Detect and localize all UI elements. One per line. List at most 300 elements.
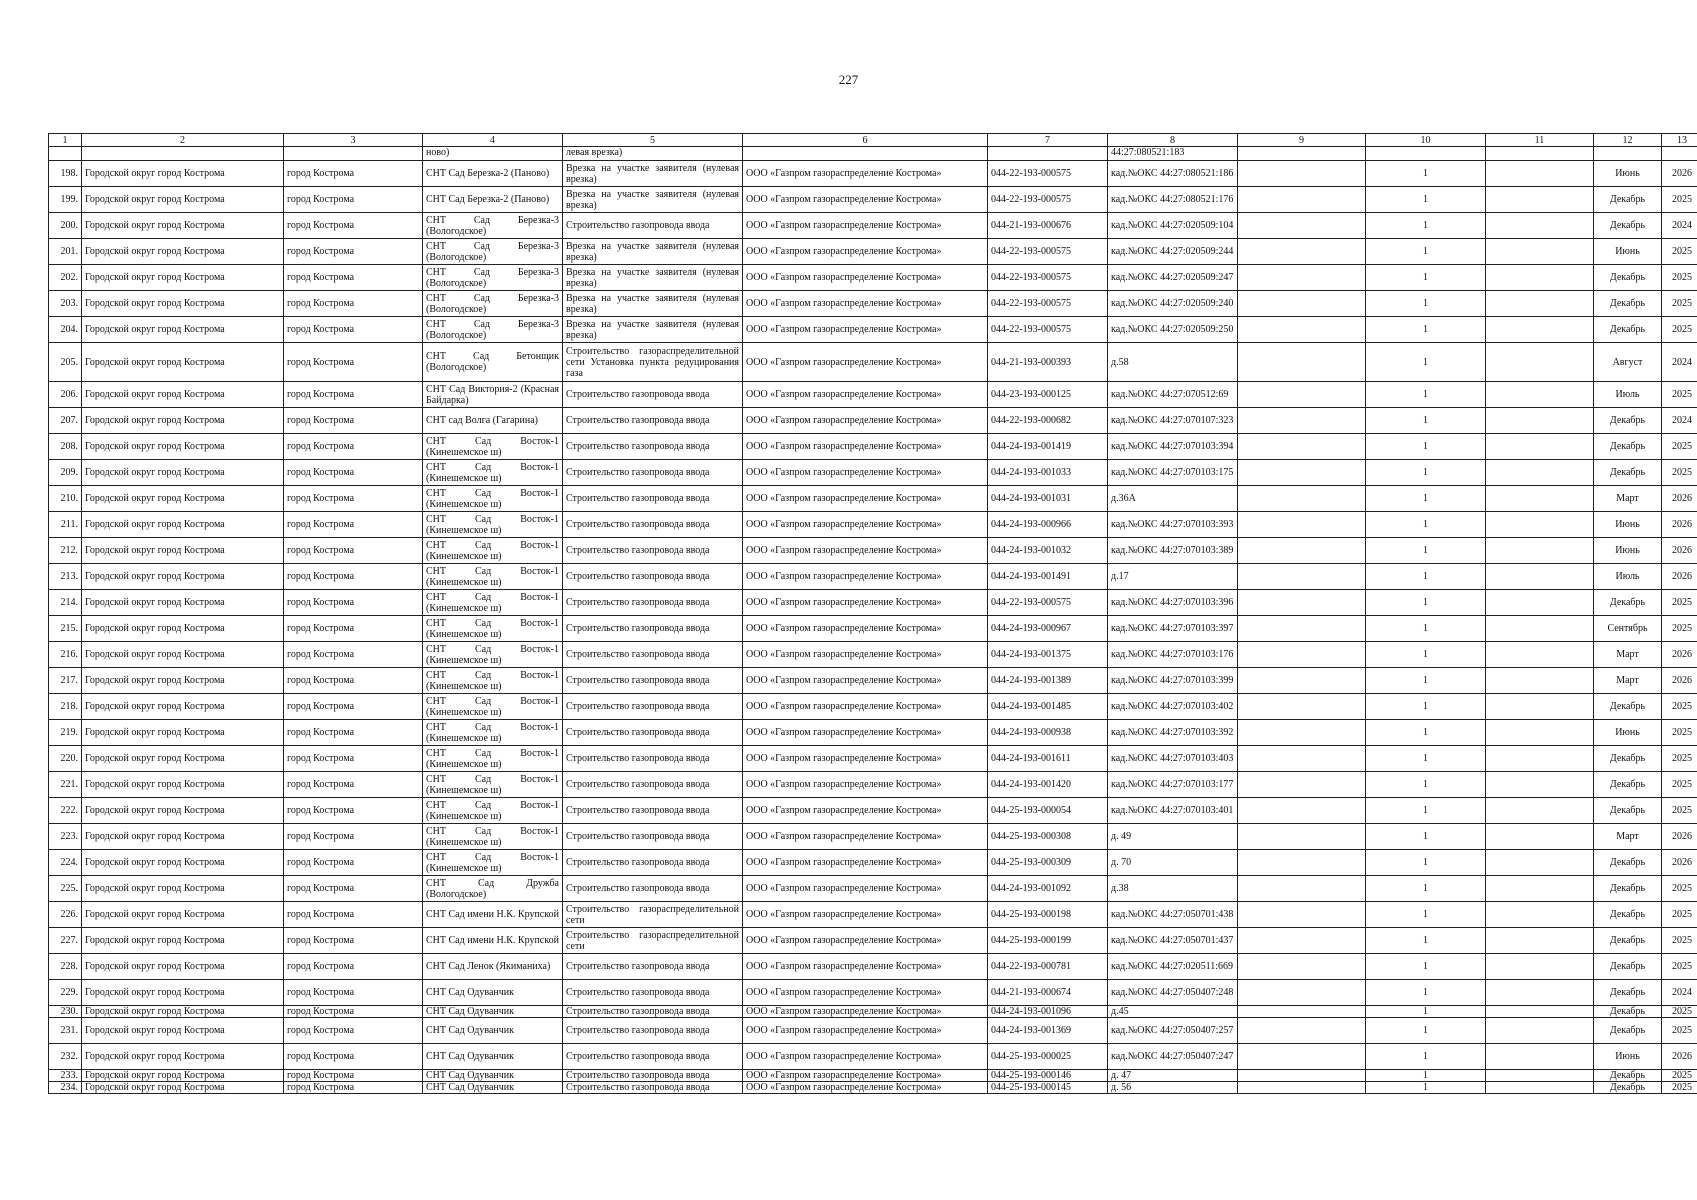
settlement-cell: город Кострома [284, 239, 423, 265]
column-9-cell [1238, 954, 1366, 980]
quantity-cell: 1 [1366, 538, 1486, 564]
settlement-cell: город Кострома [284, 746, 423, 772]
column-11-cell [1486, 694, 1594, 720]
year-cell: 2025 [1662, 746, 1697, 772]
row-number-cell: 208. [49, 434, 82, 460]
row-number-cell: 223. [49, 824, 82, 850]
settlement-cell: город Кострома [284, 213, 423, 239]
municipality-cell: Городской округ город Кострома [82, 486, 284, 512]
contract-number-cell: 044-24-193-000967 [988, 616, 1108, 642]
work-type-cell: Строительство газопровода ввода [563, 980, 743, 1006]
row-number-cell: 199. [49, 187, 82, 213]
column-9-cell [1238, 824, 1366, 850]
work-type-cell: Строительство газораспределительной сети [563, 902, 743, 928]
cadastral-number-cell: кад.№ОКС 44:27:070103:396 [1108, 590, 1238, 616]
location-cell: СНТ Сад Восток-1 (Кинешемское ш) [423, 616, 563, 642]
cadastral-number-cell: кад.№ОКС 44:27:050701:438 [1108, 902, 1238, 928]
settlement-cell: город Кострома [284, 434, 423, 460]
quantity-cell: 1 [1366, 239, 1486, 265]
table-row [49, 538, 1697, 564]
column-number-3: 3 [284, 134, 423, 147]
month-cell: Декабрь [1594, 746, 1662, 772]
table-row [49, 824, 1697, 850]
municipality-cell: Городской округ город Кострома [82, 720, 284, 746]
table-row [49, 1018, 1697, 1044]
column-9-cell [1238, 616, 1366, 642]
settlement-cell: город Кострома [284, 668, 423, 694]
cadastral-number-cell: кад.№ОКС 44:27:070103:175 [1108, 460, 1238, 486]
work-type-cell: Строительство газораспределительной сети Установка пункта редуцирования газа [563, 343, 743, 382]
month-cell: Декабрь [1594, 590, 1662, 616]
municipality-cell: Городской округ город Кострома [82, 798, 284, 824]
location-cell: СНТ Сад Одуванчик [423, 1006, 563, 1018]
location-cell: СНТ Сад Березка-3 (Вологодское) [423, 317, 563, 343]
row-number-cell: 210. [49, 486, 82, 512]
table-row [49, 265, 1697, 291]
settlement-cell: город Кострома [284, 564, 423, 590]
column-number-7: 7 [988, 134, 1108, 147]
location-cell: СНТ Сад Восток-1 (Кинешемское ш) [423, 538, 563, 564]
cadastral-number-cell: кад.№ОКС 44:27:050407:257 [1108, 1018, 1238, 1044]
month-cell: Июнь [1594, 538, 1662, 564]
municipality-cell: Городской округ город Кострома [82, 343, 284, 382]
year-cell: 2026 [1662, 486, 1697, 512]
table-row [49, 187, 1697, 213]
table-row [49, 798, 1697, 824]
organization-cell: ООО «Газпром газораспределение Кострома» [743, 460, 988, 486]
contract-number-cell: 044-22-193-000781 [988, 954, 1108, 980]
contract-number-cell: 044-25-193-000025 [988, 1044, 1108, 1070]
column-number-8: 8 [1108, 134, 1238, 147]
year-cell: 2025 [1662, 798, 1697, 824]
continuation-cadastre: 44:27:080521:183 [1108, 147, 1238, 161]
organization-cell: ООО «Газпром газораспределение Кострома» [743, 642, 988, 668]
organization-cell: ООО «Газпром газораспределение Кострома» [743, 1006, 988, 1018]
quantity-cell: 1 [1366, 1070, 1486, 1082]
municipality-cell: Городской округ город Кострома [82, 642, 284, 668]
contract-number-cell: 044-24-193-001033 [988, 460, 1108, 486]
contract-number-cell: 044-24-193-001491 [988, 564, 1108, 590]
table-row [49, 642, 1697, 668]
continuation-row [49, 147, 1697, 161]
column-9-cell [1238, 1044, 1366, 1070]
table-row [49, 616, 1697, 642]
row-number-cell: 233. [49, 1070, 82, 1082]
organization-cell: ООО «Газпром газораспределение Кострома» [743, 317, 988, 343]
cadastral-number-cell: кад.№ОКС 44:27:020509:250 [1108, 317, 1238, 343]
settlement-cell: город Кострома [284, 902, 423, 928]
year-cell: 2025 [1662, 876, 1697, 902]
column-11-cell [1486, 954, 1594, 980]
quantity-cell: 1 [1366, 408, 1486, 434]
cadastral-number-cell: кад.№ОКС 44:27:070103:177 [1108, 772, 1238, 798]
location-cell: СНТ Сад Восток-1 (Кинешемское ш) [423, 590, 563, 616]
location-cell: СНТ Сад Ленок (Якиманиха) [423, 954, 563, 980]
municipality-cell: Городской округ город Кострома [82, 1006, 284, 1018]
location-cell: СНТ Сад Восток-1 (Кинешемское ш) [423, 772, 563, 798]
column-11-cell [1486, 1070, 1594, 1082]
row-number-cell: 209. [49, 460, 82, 486]
municipality-cell: Городской округ город Кострома [82, 1082, 284, 1094]
month-cell: Июнь [1594, 239, 1662, 265]
month-cell: Декабрь [1594, 265, 1662, 291]
contract-number-cell: 044-25-193-000308 [988, 824, 1108, 850]
organization-cell: ООО «Газпром газораспределение Кострома» [743, 213, 988, 239]
table-row [49, 408, 1697, 434]
month-cell: Декабрь [1594, 772, 1662, 798]
organization-cell: ООО «Газпром газораспределение Кострома» [743, 512, 988, 538]
settlement-cell: город Кострома [284, 772, 423, 798]
quantity-cell: 1 [1366, 694, 1486, 720]
month-cell: Декабрь [1594, 850, 1662, 876]
column-9-cell [1238, 668, 1366, 694]
column-9-cell [1238, 239, 1366, 265]
location-cell: СНТ Сад имени Н.К. Крупской [423, 902, 563, 928]
month-cell: Декабрь [1594, 928, 1662, 954]
table-row [49, 343, 1697, 382]
cadastral-number-cell: д. 47 [1108, 1070, 1238, 1082]
location-cell: СНТ Сад Одуванчик [423, 980, 563, 1006]
organization-cell: ООО «Газпром газораспределение Кострома» [743, 772, 988, 798]
column-9-cell [1238, 317, 1366, 343]
row-number-cell: 211. [49, 512, 82, 538]
settlement-cell: город Кострома [284, 824, 423, 850]
quantity-cell: 1 [1366, 798, 1486, 824]
cadastral-number-cell: кад.№ОКС 44:27:070103:176 [1108, 642, 1238, 668]
location-cell: СНТ Сад Бетонщик (Вологодское) [423, 343, 563, 382]
table-row [49, 902, 1697, 928]
column-9-cell [1238, 460, 1366, 486]
column-11-cell [1486, 590, 1594, 616]
work-type-cell: Строительство газопровода ввода [563, 408, 743, 434]
contract-number-cell: 044-25-193-000054 [988, 798, 1108, 824]
row-number-cell: 207. [49, 408, 82, 434]
contract-number-cell: 044-21-193-000676 [988, 213, 1108, 239]
work-type-cell: Строительство газопровода ввода [563, 538, 743, 564]
column-number-13: 13 [1662, 134, 1697, 147]
cadastral-number-cell: кад.№ОКС 44:27:070107:323 [1108, 408, 1238, 434]
quantity-cell: 1 [1366, 343, 1486, 382]
year-cell: 2025 [1662, 460, 1697, 486]
month-cell: Декабрь [1594, 694, 1662, 720]
column-11-cell [1486, 460, 1594, 486]
settlement-cell: город Кострома [284, 265, 423, 291]
settlement-cell: город Кострома [284, 343, 423, 382]
contract-number-cell: 044-24-193-001096 [988, 1006, 1108, 1018]
organization-cell: ООО «Газпром газораспределение Кострома» [743, 694, 988, 720]
municipality-cell: Городской округ город Кострома [82, 161, 284, 187]
contract-number-cell: 044-25-193-000146 [988, 1070, 1108, 1082]
quantity-cell: 1 [1366, 161, 1486, 187]
municipality-cell: Городской округ город Кострома [82, 317, 284, 343]
cadastral-number-cell: д. 49 [1108, 824, 1238, 850]
contract-number-cell: 044-25-193-000198 [988, 902, 1108, 928]
row-number-cell: 213. [49, 564, 82, 590]
column-9-cell [1238, 642, 1366, 668]
municipality-cell: Городской округ город Кострома [82, 902, 284, 928]
organization-cell: ООО «Газпром газораспределение Кострома» [743, 187, 988, 213]
contract-number-cell: 044-22-193-000575 [988, 265, 1108, 291]
settlement-cell: город Кострома [284, 382, 423, 408]
quantity-cell: 1 [1366, 213, 1486, 239]
year-cell: 2025 [1662, 1006, 1697, 1018]
settlement-cell: город Кострома [284, 720, 423, 746]
municipality-cell: Городской округ город Кострома [82, 538, 284, 564]
quantity-cell: 1 [1366, 824, 1486, 850]
column-9-cell [1238, 564, 1366, 590]
column-9-cell [1238, 187, 1366, 213]
month-cell: Декабрь [1594, 876, 1662, 902]
column-9-cell [1238, 694, 1366, 720]
organization-cell: ООО «Газпром газораспределение Кострома» [743, 616, 988, 642]
year-cell: 2026 [1662, 668, 1697, 694]
cadastral-number-cell: кад.№ОКС 44:27:020509:104 [1108, 213, 1238, 239]
cadastral-number-cell: кад.№ОКС 44:27:070103:394 [1108, 434, 1238, 460]
work-type-cell: Врезка на участке заявителя (нулевая врезка) [563, 291, 743, 317]
work-type-cell: Строительство газопровода ввода [563, 213, 743, 239]
organization-cell: ООО «Газпром газораспределение Кострома» [743, 486, 988, 512]
work-type-cell: Строительство газопровода ввода [563, 382, 743, 408]
row-number-cell: 198. [49, 161, 82, 187]
table-row [49, 720, 1697, 746]
column-9-cell [1238, 798, 1366, 824]
municipality-cell: Городской округ город Кострома [82, 954, 284, 980]
municipality-cell: Городской округ город Кострома [82, 980, 284, 1006]
column-11-cell [1486, 720, 1594, 746]
column-11-cell [1486, 850, 1594, 876]
work-type-cell: Строительство газопровода ввода [563, 1018, 743, 1044]
quantity-cell: 1 [1366, 876, 1486, 902]
contract-number-cell: 044-22-193-000575 [988, 291, 1108, 317]
quantity-cell: 1 [1366, 382, 1486, 408]
quantity-cell: 1 [1366, 1044, 1486, 1070]
organization-cell: ООО «Газпром газораспределение Кострома» [743, 408, 988, 434]
row-number-cell: 232. [49, 1044, 82, 1070]
row-number-cell: 222. [49, 798, 82, 824]
column-number-1: 1 [49, 134, 82, 147]
column-9-cell [1238, 746, 1366, 772]
column-11-cell [1486, 213, 1594, 239]
table-row [49, 486, 1697, 512]
page-number: 227 [838, 72, 859, 87]
year-cell: 2024 [1662, 213, 1697, 239]
work-type-cell: Строительство газопровода ввода [563, 668, 743, 694]
settlement-cell: город Кострома [284, 187, 423, 213]
contract-number-cell: 044-24-193-001420 [988, 772, 1108, 798]
row-number-cell: 218. [49, 694, 82, 720]
row-number-cell: 217. [49, 668, 82, 694]
settlement-cell: город Кострома [284, 1006, 423, 1018]
location-cell: СНТ Сад Восток-1 (Кинешемское ш) [423, 460, 563, 486]
column-11-cell [1486, 564, 1594, 590]
column-11-cell [1486, 824, 1594, 850]
column-11-cell [1486, 343, 1594, 382]
table-row [49, 213, 1697, 239]
settlement-cell: город Кострома [284, 642, 423, 668]
organization-cell: ООО «Газпром газораспределение Кострома» [743, 382, 988, 408]
table-row [49, 291, 1697, 317]
month-cell: Декабрь [1594, 1070, 1662, 1082]
month-cell: Июль [1594, 564, 1662, 590]
location-cell: СНТ Сад Березка-3 (Вологодское) [423, 239, 563, 265]
column-9-cell [1238, 850, 1366, 876]
work-type-cell: Врезка на участке заявителя (нулевая врезка) [563, 239, 743, 265]
column-11-cell [1486, 291, 1594, 317]
row-number-cell: 203. [49, 291, 82, 317]
organization-cell: ООО «Газпром газораспределение Кострома» [743, 902, 988, 928]
month-cell: Март [1594, 668, 1662, 694]
organization-cell: ООО «Газпром газораспределение Кострома» [743, 850, 988, 876]
row-number-cell: 228. [49, 954, 82, 980]
column-9-cell [1238, 486, 1366, 512]
quantity-cell: 1 [1366, 1018, 1486, 1044]
organization-cell: ООО «Газпром газораспределение Кострома» [743, 434, 988, 460]
year-cell: 2026 [1662, 512, 1697, 538]
settlement-cell: город Кострома [284, 1018, 423, 1044]
column-11-cell [1486, 1018, 1594, 1044]
organization-cell: ООО «Газпром газораспределение Кострома» [743, 720, 988, 746]
quantity-cell: 1 [1366, 980, 1486, 1006]
contract-number-cell: 044-22-193-000575 [988, 317, 1108, 343]
location-cell: СНТ Сад Одуванчик [423, 1018, 563, 1044]
table-row [49, 239, 1697, 265]
cadastral-number-cell: кад.№ОКС 44:27:050407:248 [1108, 980, 1238, 1006]
month-cell: Декабрь [1594, 460, 1662, 486]
year-cell: 2025 [1662, 928, 1697, 954]
quantity-cell: 1 [1366, 642, 1486, 668]
contract-number-cell: 044-22-193-000682 [988, 408, 1108, 434]
row-number-cell: 202. [49, 265, 82, 291]
contract-number-cell: 044-24-193-001375 [988, 642, 1108, 668]
column-11-cell [1486, 928, 1594, 954]
column-11-cell [1486, 408, 1594, 434]
row-number-cell: 224. [49, 850, 82, 876]
column-9-cell [1238, 1082, 1366, 1094]
row-number-cell: 215. [49, 616, 82, 642]
location-cell: СНТ Сад Восток-1 (Кинешемское ш) [423, 434, 563, 460]
row-number-cell: 221. [49, 772, 82, 798]
column-9-cell [1238, 434, 1366, 460]
cadastral-number-cell: д.17 [1108, 564, 1238, 590]
month-cell: Декабрь [1594, 317, 1662, 343]
year-cell: 2026 [1662, 1044, 1697, 1070]
contract-number-cell: 044-25-193-000199 [988, 928, 1108, 954]
location-cell: СНТ Сад Восток-1 (Кинешемское ш) [423, 512, 563, 538]
column-number-4: 4 [423, 134, 563, 147]
column-9-cell [1238, 928, 1366, 954]
continuation-settlement: ново) [423, 147, 563, 161]
quantity-cell: 1 [1366, 512, 1486, 538]
column-9-cell [1238, 902, 1366, 928]
table-row [49, 850, 1697, 876]
work-type-cell: Строительство газопровода ввода [563, 798, 743, 824]
organization-cell: ООО «Газпром газораспределение Кострома» [743, 928, 988, 954]
column-9-cell [1238, 1018, 1366, 1044]
organization-cell: ООО «Газпром газораспределение Кострома» [743, 564, 988, 590]
contract-number-cell: 044-25-193-000145 [988, 1082, 1108, 1094]
column-number-11: 11 [1486, 134, 1594, 147]
column-11-cell [1486, 538, 1594, 564]
work-type-cell: Строительство газопровода ввода [563, 564, 743, 590]
cadastral-number-cell: кад.№ОКС 44:27:070103:389 [1108, 538, 1238, 564]
work-type-cell: Строительство газопровода ввода [563, 486, 743, 512]
month-cell: Декабрь [1594, 291, 1662, 317]
municipality-cell: Городской округ город Кострома [82, 928, 284, 954]
year-cell: 2025 [1662, 317, 1697, 343]
year-cell: 2026 [1662, 538, 1697, 564]
table-row [49, 564, 1697, 590]
work-type-cell: Врезка на участке заявителя (нулевая врезка) [563, 317, 743, 343]
municipality-cell: Городской округ город Кострома [82, 408, 284, 434]
organization-cell: ООО «Газпром газораспределение Кострома» [743, 668, 988, 694]
municipality-cell: Городской округ город Кострома [82, 746, 284, 772]
quantity-cell: 1 [1366, 460, 1486, 486]
column-9-cell [1238, 1070, 1366, 1082]
cadastral-number-cell: кад.№ОКС 44:27:070103:397 [1108, 616, 1238, 642]
settlement-cell: город Кострома [284, 954, 423, 980]
column-9-cell [1238, 772, 1366, 798]
contract-number-cell: 044-24-193-001419 [988, 434, 1108, 460]
municipality-cell: Городской округ город Кострома [82, 512, 284, 538]
cadastral-number-cell: кад.№ОКС 44:27:070103:401 [1108, 798, 1238, 824]
year-cell: 2025 [1662, 265, 1697, 291]
year-cell: 2025 [1662, 1070, 1697, 1082]
settlement-cell: город Кострома [284, 798, 423, 824]
contract-number-cell: 044-24-193-001032 [988, 538, 1108, 564]
cadastral-number-cell: кад.№ОКС 44:27:020509:244 [1108, 239, 1238, 265]
cadastral-number-cell: д.58 [1108, 343, 1238, 382]
column-number-12: 12 [1594, 134, 1662, 147]
organization-cell: ООО «Газпром газораспределение Кострома» [743, 798, 988, 824]
column-11-cell [1486, 668, 1594, 694]
month-cell: Март [1594, 486, 1662, 512]
table-row [49, 772, 1697, 798]
cadastral-number-cell: кад.№ОКС 44:27:070103:393 [1108, 512, 1238, 538]
year-cell: 2025 [1662, 772, 1697, 798]
settlement-cell: город Кострома [284, 694, 423, 720]
column-11-cell [1486, 746, 1594, 772]
organization-cell: ООО «Газпром газораспределение Кострома» [743, 1044, 988, 1070]
column-11-cell [1486, 486, 1594, 512]
table-row [49, 954, 1697, 980]
quantity-cell: 1 [1366, 265, 1486, 291]
quantity-cell: 1 [1366, 928, 1486, 954]
row-number-cell: 227. [49, 928, 82, 954]
month-cell: Июнь [1594, 1044, 1662, 1070]
year-cell: 2025 [1662, 954, 1697, 980]
month-cell: Март [1594, 824, 1662, 850]
year-cell: 2025 [1662, 720, 1697, 746]
year-cell: 2025 [1662, 694, 1697, 720]
column-number-row [49, 134, 1697, 147]
year-cell: 2025 [1662, 434, 1697, 460]
column-number-2: 2 [82, 134, 284, 147]
settlement-cell: город Кострома [284, 850, 423, 876]
municipality-cell: Городской округ город Кострома [82, 1044, 284, 1070]
table-row [49, 928, 1697, 954]
table-row [49, 382, 1697, 408]
location-cell: СНТ Сад Одуванчик [423, 1044, 563, 1070]
settlement-cell: город Кострома [284, 512, 423, 538]
work-type-cell: Строительство газопровода ввода [563, 772, 743, 798]
work-type-cell: Строительство газопровода ввода [563, 590, 743, 616]
settlement-cell: город Кострома [284, 1082, 423, 1094]
year-cell: 2026 [1662, 850, 1697, 876]
settlement-cell: город Кострома [284, 590, 423, 616]
row-number-cell: 230. [49, 1006, 82, 1018]
year-cell: 2025 [1662, 239, 1697, 265]
location-cell: СНТ Сад Восток-1 (Кинешемское ш) [423, 668, 563, 694]
